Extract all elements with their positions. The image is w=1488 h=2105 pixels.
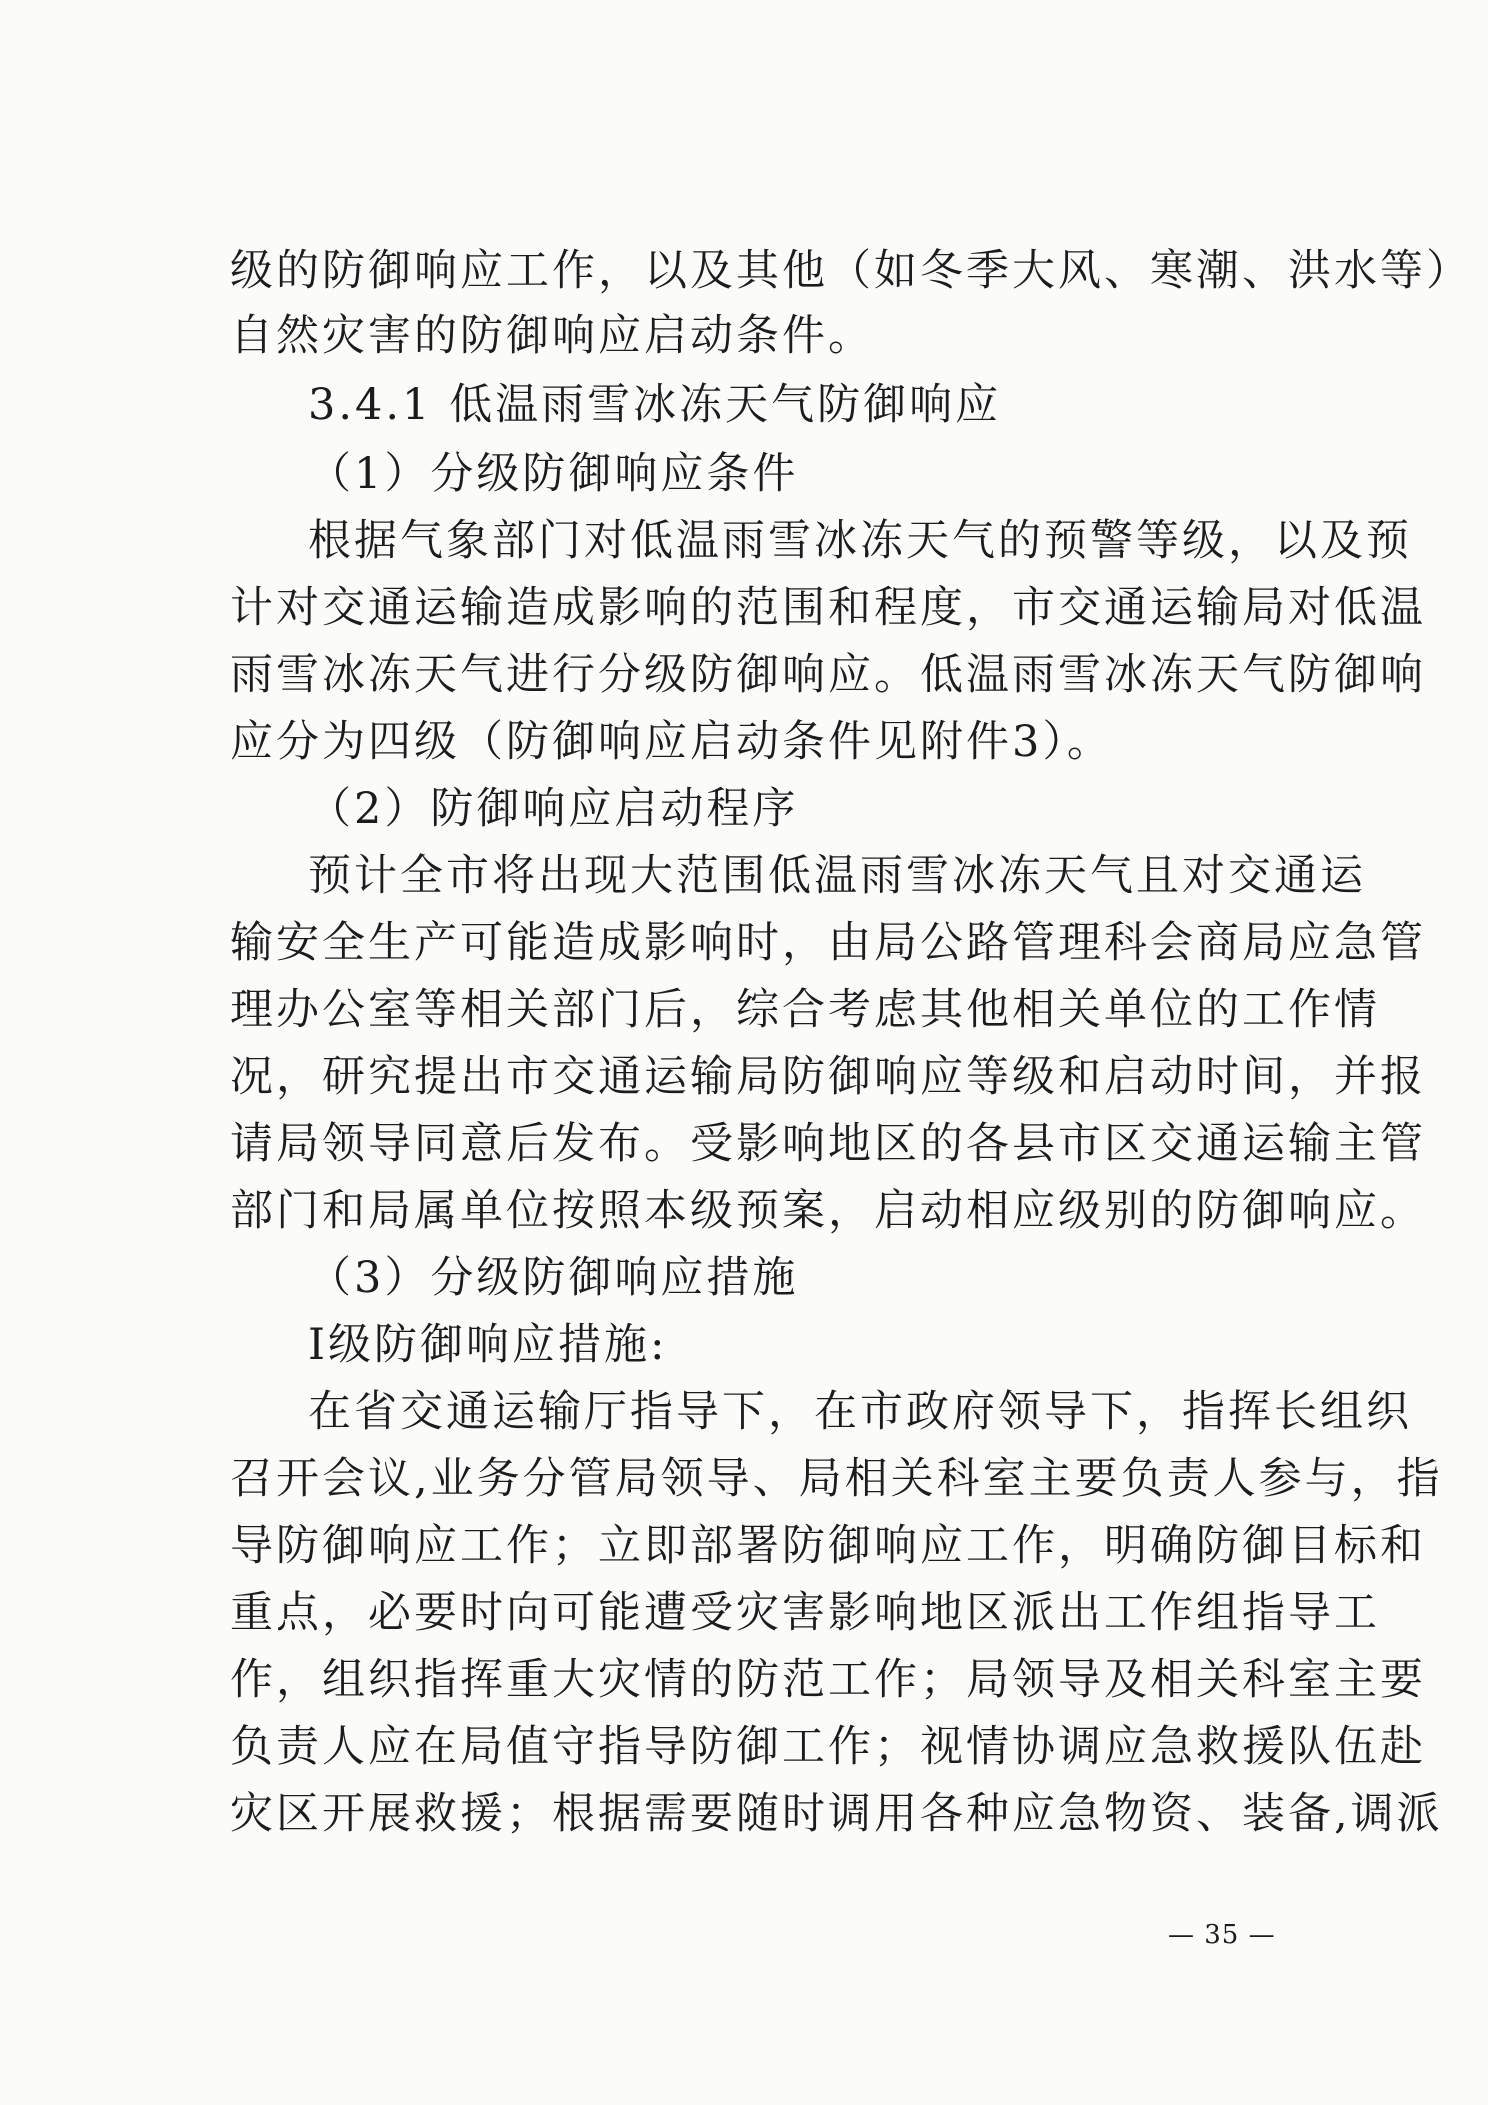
paragraph-line: 理办公室等相关部门后，综合考虑其他相关单位的工作情 bbox=[230, 985, 1380, 1035]
paragraph-line: 雨雪冰冻天气进行分级防御响应。低温雨雪冰冻天气防御响 bbox=[230, 650, 1426, 700]
subsection-heading: （1）分级防御响应条件 bbox=[308, 449, 799, 499]
subsection-heading: （2）防御响应启动程序 bbox=[308, 784, 799, 834]
paragraph-line: 部门和局属单位按照本级预案，启动相应级别的防御响应。 bbox=[230, 1186, 1426, 1236]
paragraph-line: 召开会议,业务分管局领导、局相关科室主要负责人参与，指 bbox=[230, 1454, 1443, 1504]
paragraph-line: 况，研究提出市交通运输局防御响应等级和启动时间，并报 bbox=[230, 1052, 1426, 1102]
paragraph-line: 级的防御响应工作，以及其他（如冬季大风、寒潮、洪水等） bbox=[230, 246, 1472, 296]
subsection-heading: （3）分级防御响应措施 bbox=[308, 1253, 799, 1303]
paragraph-line: 负责人应在局值守指导防御工作；视情协调应急救援队伍赴 bbox=[230, 1722, 1426, 1772]
paragraph-line: 应分为四级（防御响应启动条件见附件3）。 bbox=[230, 717, 1113, 767]
paragraph-line: 预计全市将出现大范围低温雨雪冰冻天气且对交通运 bbox=[308, 851, 1366, 901]
paragraph-line: 根据气象部门对低温雨雪冰冻天气的预警等级，以及预 bbox=[308, 516, 1412, 566]
paragraph-line: 输安全生产可能造成影响时，由局公路管理科会商局应急管 bbox=[230, 918, 1426, 968]
section-heading: 3.4.1 低温雨雪冰冻天气防御响应 bbox=[308, 380, 1002, 430]
paragraph-line: 重点，必要时向可能遭受灾害影响地区派出工作组指导工 bbox=[230, 1588, 1380, 1638]
paragraph-line: 计对交通运输造成影响的范围和程度，市交通运输局对低温 bbox=[230, 583, 1426, 633]
paragraph-line: 导防御响应工作；立即部署防御响应工作，明确防御目标和 bbox=[230, 1521, 1426, 1571]
paragraph-line: 自然灾害的防御响应启动条件。 bbox=[230, 311, 874, 361]
page-number: — 35 — bbox=[1168, 1920, 1276, 1950]
paragraph-line: 作，组织指挥重大灾情的防范工作；局领导及相关科室主要 bbox=[230, 1655, 1426, 1705]
measure-heading: Ⅰ级防御响应措施: bbox=[308, 1320, 668, 1370]
paragraph-line: 在省交通运输厅指导下，在市政府领导下，指挥长组织 bbox=[308, 1387, 1412, 1437]
paragraph-line: 灾区开展救援；根据需要随时调用各种应急物资、装备,调派 bbox=[230, 1789, 1443, 1839]
paragraph-line: 请局领导同意后发布。受影响地区的各县市区交通运输主管 bbox=[230, 1119, 1426, 1169]
